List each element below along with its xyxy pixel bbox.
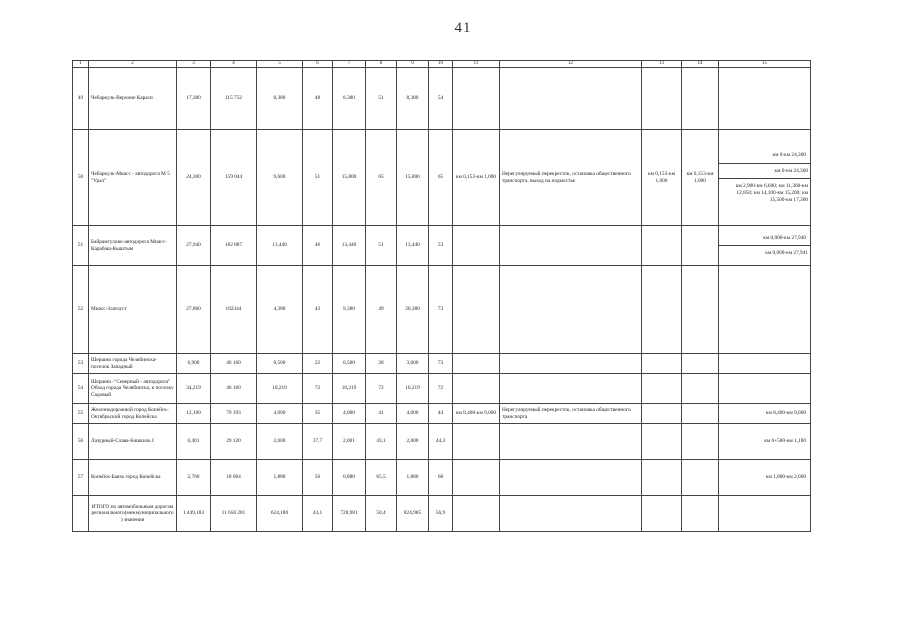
table-cell-c8: 28 [366, 354, 397, 374]
table-cell-c12 [500, 354, 642, 374]
table-cell-c10: 68 [429, 460, 453, 496]
table-cell-c11 [453, 424, 500, 460]
location-entry: км 0+500-км 1,180 [764, 438, 806, 445]
table-cell-c10: 44 [429, 404, 453, 424]
table-cell-c10: 44,3 [429, 424, 453, 460]
header-cell: 5 [257, 61, 303, 68]
table-cell-c11 [453, 68, 500, 130]
table-cell-c14 [682, 460, 719, 496]
table-cell-c12 [500, 68, 642, 130]
table-cell-c7: 13,440 [333, 226, 366, 266]
table-cell-c5: 624,180 [257, 496, 303, 532]
table-cell-n: 50 [73, 130, 89, 226]
table-cell-c12 [500, 496, 642, 532]
table-cell-c12 [500, 424, 642, 460]
table-cell-c14 [682, 226, 719, 266]
table-cell-c14 [682, 496, 719, 532]
table-cell-c12: Нерегулируемый перекресток, остановка общественного транспорта, выход на подмостье [500, 130, 642, 226]
table-cell-c15 [719, 424, 811, 460]
table-cell-c14 [682, 374, 719, 404]
table-cell-c8: 43,1 [366, 424, 397, 460]
table-row [73, 266, 811, 354]
header-cell: 9 [397, 61, 429, 68]
table-cell-c3: 27,860 [177, 266, 211, 354]
table-cell-n: 54 [73, 374, 89, 404]
header-cell: 14 [682, 61, 719, 68]
table-cell-c3: 17,380 [177, 68, 211, 130]
table-cell-c8: 50,4 [366, 496, 397, 532]
table-cell-c13 [642, 460, 682, 496]
table-cell-c15 [719, 460, 811, 496]
table-cell-c4: 11 650 281 [211, 496, 257, 532]
table-cell-c9: 10,219 [397, 374, 429, 404]
table-cell-c11 [453, 354, 500, 374]
table-cell-c15 [719, 68, 811, 130]
table-cell-n: 52 [73, 266, 89, 354]
table-row [73, 404, 811, 424]
table-cell-c9: 20,380 [397, 266, 429, 354]
table-cell-c6: 37,7 [303, 424, 333, 460]
table-cell-c7: 15,800 [333, 130, 366, 226]
table-cell-c6: 56 [303, 460, 333, 496]
header-cell: 7 [333, 61, 366, 68]
table-cell-c15 [719, 266, 811, 354]
table-cell-c7: 0,500 [333, 354, 366, 374]
table-cell-n: 49 [73, 68, 89, 130]
table-cell-c4: 182344 [211, 266, 257, 354]
header-cell: 2 [89, 61, 177, 68]
table-cell-n: 56 [73, 424, 89, 460]
table-cell-c12 [500, 374, 642, 404]
location-entry: км 0,000-км 27,941 [719, 245, 810, 261]
table-cell-c9: 15,800 [397, 130, 429, 226]
table-cell-c6: 72 [303, 374, 333, 404]
table-cell-name: Шершни -"Северный - автодорога" Обход города Челябинска, к поселку Садовый [89, 374, 177, 404]
table-cell-c8: 51 [366, 226, 397, 266]
table-cell-c6: 48 [303, 68, 333, 130]
table-cell-c8: 49 [366, 266, 397, 354]
table-cell-n: 57 [73, 460, 89, 496]
table-cell-c3: 1 449,183 [177, 496, 211, 532]
table-cell-c11: км 8,400-км 9,000 [453, 404, 500, 424]
table-cell-c6: 46 [303, 226, 333, 266]
table-cell-c13 [642, 424, 682, 460]
table-cell-c15 [719, 354, 811, 374]
table-cell-c12 [500, 226, 642, 266]
location-entry: км 1,800-км 2,000 [765, 474, 806, 481]
table-cell-c6: 22 [303, 354, 333, 374]
table-cell-c5: 0,500 [257, 354, 303, 374]
table-cell-c8: 51 [366, 68, 397, 130]
table-cell-c7: 2,001 [333, 424, 366, 460]
table-cell-name: Лазурный-Слава-Бишкиль I [89, 424, 177, 460]
table-cell-c15 [719, 130, 811, 226]
table-cell-c7: 4,000 [333, 404, 366, 424]
table-cell-c5: 1,880 [257, 460, 303, 496]
table-cell-c9: 13,440 [397, 226, 429, 266]
table-cell-name: Миасс-Златоуст [89, 266, 177, 354]
header-cell: 12 [500, 61, 642, 68]
table-cell-c4: 182 887 [211, 226, 257, 266]
table-cell-c14 [682, 68, 719, 130]
table-cell-c10: 72 [429, 374, 453, 404]
table-cell-c5: 10,219 [257, 374, 303, 404]
table-cell-n [73, 496, 89, 532]
header-row [73, 61, 811, 68]
table-cell-n: 55 [73, 404, 89, 424]
table-cell-c4: 29 120 [211, 424, 257, 460]
table-cell-c12: Нерегулируемый перекресток, остановка общественного транспорта [500, 404, 642, 424]
table-cell-name: ИТОГО по автомобильным дорогам регионального(межмуниципального) значения [89, 496, 177, 532]
table-cell-c6: 35 [303, 404, 333, 424]
table-cell-c7: 10,219 [333, 374, 366, 404]
table-cell-c3: 6,401 [177, 424, 211, 460]
table-cell-c3: 27,940 [177, 226, 211, 266]
table-cell-name: Чебаркуль-Миасс - автодорога М 5 "Урал" [89, 130, 177, 226]
table-cell-c13 [642, 374, 682, 404]
table-cell-c15 [719, 226, 811, 266]
table-cell-c14 [682, 404, 719, 424]
table-row [73, 354, 811, 374]
location-entry: км 0-км 24,300 [719, 163, 810, 179]
table-cell-c13 [642, 266, 682, 354]
table-cell-c4: 159 044 [211, 130, 257, 226]
table-cell-c11: км 0,153-км 1,000 [453, 130, 500, 226]
table-cell-name: Железнодорожной город Копейск-Октябрьский город Копейска [89, 404, 177, 424]
location-entry: км 8,400-км 9,000 [765, 410, 806, 417]
table-cell-c13 [642, 404, 682, 424]
table-cell-c3: 24,300 [177, 130, 211, 226]
table-cell-n: 53 [73, 354, 89, 374]
table-cell-name: Чебаркуль-Верхние Караси [89, 68, 177, 130]
table-cell-c15 [719, 404, 811, 424]
table-cell-c13 [642, 68, 682, 130]
table-cell-c9: 8,380 [397, 68, 429, 130]
table-cell-c7: 8,380 [333, 68, 366, 130]
table-cell-c4: 115 752 [211, 68, 257, 130]
table-row [73, 68, 811, 130]
table-cell-c7: 728,981 [333, 496, 366, 532]
table-cell-name: Байрамгулово-автодорога Миасс-Карабаш-Кыштым [89, 226, 177, 266]
table-cell-c5: 4,380 [257, 266, 303, 354]
table-cell-name: Копейск-Баязо город Копейска [89, 460, 177, 496]
location-entry: км 0,000-км 27,940 [763, 234, 806, 241]
table-cell-c13: км 0,153-км 1,000 [642, 130, 682, 226]
table-cell-c9: 4,000 [397, 404, 429, 424]
table-cell-c6: 43 [303, 266, 333, 354]
table-cell-c10: 56,9 [429, 496, 453, 532]
header-cell: 3 [177, 61, 211, 68]
table-cell-c8: 65,5 [366, 460, 397, 496]
page-number: 41 [454, 20, 472, 36]
table-cell-c12 [500, 460, 642, 496]
header-cell: 6 [303, 61, 333, 68]
table-cell-c11 [453, 374, 500, 404]
table-cell-c15 [719, 374, 811, 404]
table-cell-c9: 3,600 [397, 354, 429, 374]
table-cell-c9: 2,000 [397, 424, 429, 460]
header-cell: 8 [366, 61, 397, 68]
table-cell-c10: 53 [429, 226, 453, 266]
table-cell-c9: 824,985 [397, 496, 429, 532]
table-cell-c10: 73 [429, 354, 453, 374]
table-cell-c11 [453, 266, 500, 354]
header-cell: 10 [429, 61, 453, 68]
table-cell-c11 [453, 226, 500, 266]
table-cell-c3: 12,100 [177, 404, 211, 424]
table-cell-c12 [500, 266, 642, 354]
table-cell-c8: 65 [366, 130, 397, 226]
table-cell-c5: 4,000 [257, 404, 303, 424]
table-cell-c8: 72 [366, 374, 397, 404]
table-row [73, 460, 811, 496]
header-cell: 4 [211, 61, 257, 68]
header-cell: 13 [642, 61, 682, 68]
table-cell-c15 [719, 496, 811, 532]
table-cell-c4: 79 193 [211, 404, 257, 424]
table-cell-c13 [642, 496, 682, 532]
table-row [73, 374, 811, 404]
header-cell: 11 [453, 61, 500, 68]
table-cell-c3: 34,219 [177, 374, 211, 404]
table-cell-c10: 65 [429, 130, 453, 226]
table-cell-c14 [682, 266, 719, 354]
table-cell-c4: 46 160 [211, 354, 257, 374]
table-row [73, 130, 811, 226]
table-cell-c5: 2,000 [257, 424, 303, 460]
table-cell-name: Шершни города Челябинска-поселок Западный [89, 354, 177, 374]
table-cell-c14: км 0,153-км 1,000 [682, 130, 719, 226]
table-cell-n: 51 [73, 226, 89, 266]
table-cell-c7: 0,880 [333, 460, 366, 496]
table-cell-c5: 13,440 [257, 226, 303, 266]
roads-table [72, 60, 811, 532]
table-cell-c5: 8,380 [257, 68, 303, 130]
header-cell: 15 [719, 61, 811, 68]
table-cell-c9: 1,880 [397, 460, 429, 496]
table-cell-c3: 6,900 [177, 354, 211, 374]
table-cell-c6: 51 [303, 130, 333, 226]
table-row [73, 424, 811, 460]
table-cell-c14 [682, 354, 719, 374]
table-cell-c13 [642, 354, 682, 374]
location-entry: км 2,900-км 6,600; км 11,360-км 12,850; км 14,100-км 15,200; км 15,500-км 17,300 [719, 178, 810, 207]
header-cell: 1 [73, 61, 89, 68]
table-cell-c10: 54 [429, 68, 453, 130]
location-entry: км 0-км 24,300 [772, 152, 806, 159]
table-row [73, 226, 811, 266]
table-cell-c14 [682, 424, 719, 460]
table-cell-c11 [453, 460, 500, 496]
table-cell-c8: 41 [366, 404, 397, 424]
table-cell-c4: 46 160 [211, 374, 257, 404]
table-cell-c7: 9,380 [333, 266, 366, 354]
table-cell-c4: 18 064 [211, 460, 257, 496]
table-cell-c6: 43,1 [303, 496, 333, 532]
table-cell-c3: 2,760 [177, 460, 211, 496]
table-cell-c13 [642, 226, 682, 266]
table-cell-c10: 73 [429, 266, 453, 354]
table-row [73, 496, 811, 532]
table-cell-c5: 9,600 [257, 130, 303, 226]
table-cell-c11 [453, 496, 500, 532]
